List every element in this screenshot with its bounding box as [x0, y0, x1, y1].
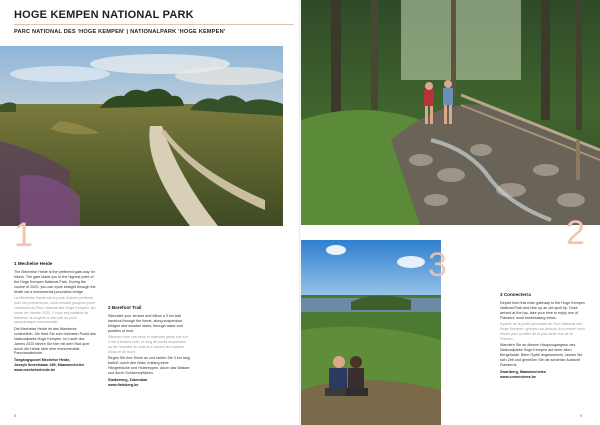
section-1-text: [14, 262, 96, 373]
section-address: Stalkerweg, Zutendaal: [108, 377, 147, 382]
section-website-link[interactable]: www.fietsberg.be: [108, 382, 139, 387]
section-heading: 1 Mechelse Heide: [14, 261, 53, 266]
connecterra-photo: [301, 240, 441, 425]
page-number-right: 9: [580, 413, 583, 418]
section-number-3: 3: [428, 246, 447, 284]
section-text-en: Depart from this main gateway to the Hoge Kempen National Park and hike up an old spoil tip. Once arrived at the top, take your time to enjoy one of Flanders' most breathtaking views.: [500, 300, 585, 320]
section-number-1: 1: [14, 216, 33, 254]
section-text-de: Regen Sie Ihre Sinne an und laufen Sie 3 km lang barfuß durch den Wald, entlang einer Hängebrücke und Holztreppen, durch das Wasser und durch Schlammpfützen.: [108, 356, 190, 375]
section-text-de: Die Mechelse Heide ist das Wandertor schlechthin. Sie führt Sie zum höchsten Punkt des Nationalparks Hoge Kempen. Im Laufe des Jahres 2020 fahren Sie hier mit dem Rad quer durch die Heide über eine monumentale Panoramabrücke.: [14, 326, 96, 356]
section-text-de: Wandern Sie an diesem Hauptzugangstor des Nationalparks Hoge Kempen auf einer alten Bergehalde. Beim Gipfel angekommen, lassen Sie sich Zeit und genießen Sie die schönste Aussicht Flanderns.: [500, 343, 583, 367]
section-address: Zwartberg, Maasmechelen: [500, 369, 547, 374]
section-heading: 3 Connecterra: [500, 292, 531, 297]
section-website-link[interactable]: www.mechelseheide.be: [14, 368, 56, 373]
section-3-text: [500, 293, 586, 380]
page-title: HOGE KEMPEN NATIONAL PARK: [14, 9, 194, 21]
section-number-2: 2: [566, 214, 585, 252]
barefoot-trail-photo: [301, 0, 600, 225]
page-number-left: 8: [14, 413, 17, 418]
section-text-fr: La Mechelse Heide est la porte d'accès préférée pour les promeneurs, vous menant jusqu'au point culminant du Parc national des Hoge Kempen. Au cours de l'année 2020, il vous est possible de traverser la bruyère à vélo par un pont panoramique monumental.: [14, 295, 96, 325]
section-2-text: [108, 306, 190, 388]
heath-photo: [0, 46, 283, 226]
section-website-link[interactable]: www.connecterra.be: [500, 374, 536, 379]
page-subtitle: PARC NATIONAL DES 'HOGE KEMPEN' | NATIONALPARK 'HOGE KEMPEN': [14, 29, 226, 35]
section-address: Toegangspoort Mechelse Heide, Joseph Smeetslaan 289, Maasmechelen: [14, 358, 84, 368]
section-text-fr: Stimulez tous vos sens et marchez pieds nus sur 3 km à travers bois, le long de ponts suspendus ou de l'escalier en bois et à travers les bassins d'eau et de boue.: [108, 335, 188, 354]
title-divider: [14, 24, 294, 25]
section-text-fr: A partir de la porte principale du Parc National des Hoge Kempen, grimpez au-dessus d'un ancien terril minier pour profiter de la plus belle vue de la Flandre.: [500, 322, 585, 341]
section-heading: 2 Barefoot Trail: [108, 305, 142, 310]
section-text-en: The Mechelse Heide is the preferred gate-way for hikers. The gate leads you to the highest point of the Hoge Kempen National Park. During the course of 2020, you can cycle straight through the heath via a monumental panoramic bridge.: [14, 269, 96, 294]
section-text-en: Stimulate your senses and follow a 3 km trail barefoot through the forest, along suspension bridges and wooden stairs, through water and puddles of mud.: [108, 313, 183, 333]
